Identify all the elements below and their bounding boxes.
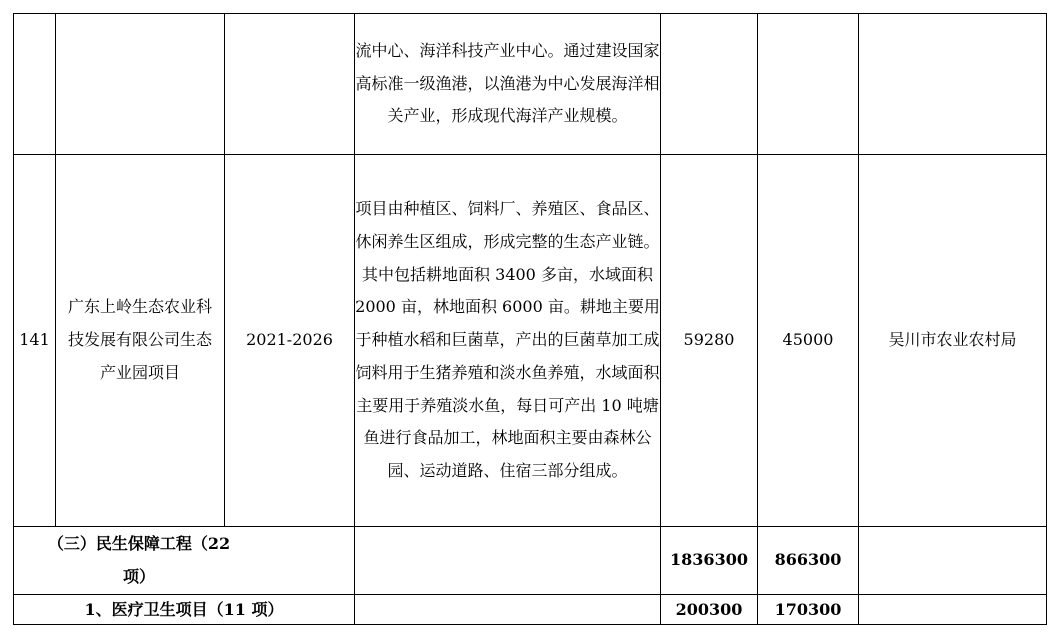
- cell-period: 2021-2026: [225, 155, 355, 527]
- cell-total-investment: [661, 14, 758, 155]
- cell-description: 流中心、海洋科技产业中心。通过建设国家高标准一级渔港，以渔港为中心发展海洋相关产业，形成现代海洋产业规模。: [355, 14, 661, 155]
- cell-responsible-unit: 吴川市农业农村局: [859, 155, 1047, 527]
- cell-plan-investment: 866300: [758, 527, 859, 595]
- cell-description: [355, 527, 661, 595]
- cell-description: [355, 595, 661, 625]
- cell-no: [14, 14, 56, 155]
- cell-total-investment: 59280: [661, 155, 758, 527]
- cell-total-investment: 200300: [661, 595, 758, 625]
- table-row-section-3: [14, 527, 1047, 595]
- subsection-label: 1、医疗卫生项目（11 项）: [14, 595, 355, 625]
- cell-plan-investment: 170300: [758, 595, 859, 625]
- cell-responsible-unit: [859, 527, 1047, 595]
- cell-responsible-unit: [859, 595, 1047, 625]
- project-table: [13, 13, 1047, 625]
- cell-period: [225, 14, 355, 155]
- cell-plan-investment: [758, 14, 859, 155]
- cell-name: [56, 14, 225, 155]
- table-row-continued: [14, 14, 1047, 155]
- cell-plan-investment: 45000: [758, 155, 859, 527]
- cell-responsible-unit: [859, 14, 1047, 155]
- section-label: （三）民生保障工程（22 项）: [14, 527, 355, 595]
- table-row-141: [14, 155, 1047, 527]
- cell-description: 项目由种植区、饲料厂、养殖区、食品区、休闲养生区组成，形成完整的生态产业链。其中包括耕地面积 3400 多亩，水域面积 2000 亩，林地面积 6000 亩。耕地主要用于种植水稻和巨菌草，产出的巨菌草加工成饲料用于生猪养殖和淡水鱼养殖，水域面积主要用于养殖淡水鱼，每日可产出 10 吨塘鱼进行食品加工，林地面积主要由森林公园、运动道路、住宿三部分组成。: [355, 155, 661, 527]
- cell-name: 广东上岭生态农业科技发展有限公司生态产业园项目: [56, 155, 225, 527]
- cell-no: 141: [14, 155, 56, 527]
- table-row-medical: [14, 595, 1047, 625]
- cell-total-investment: 1836300: [661, 527, 758, 595]
